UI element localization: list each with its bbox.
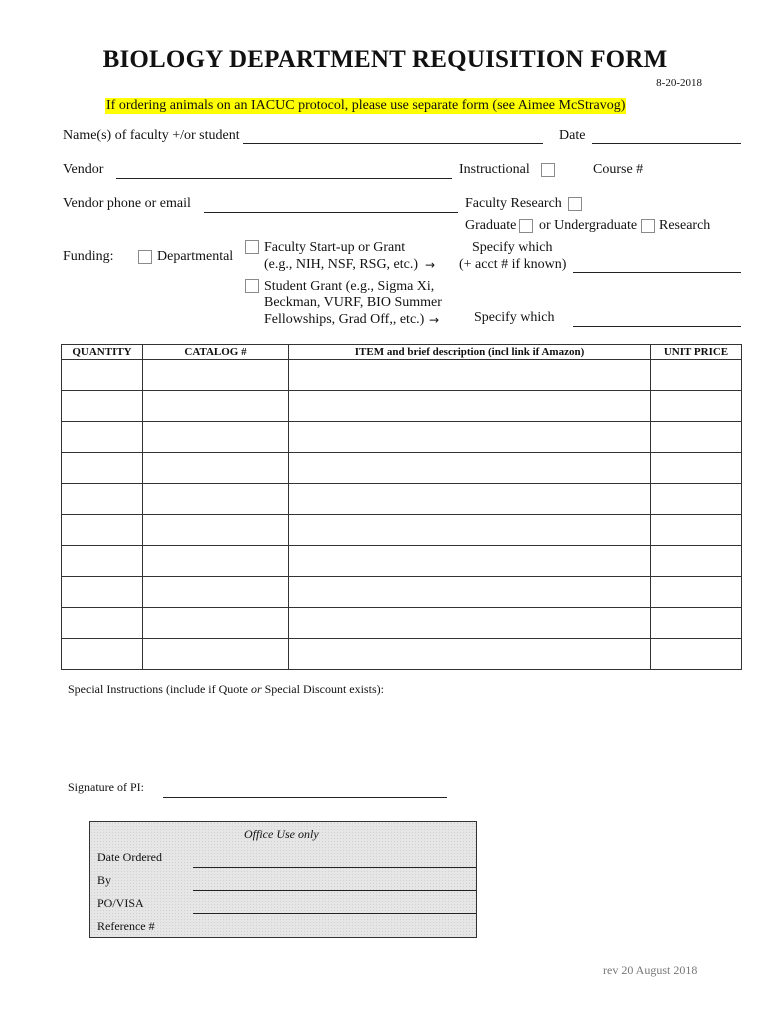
funding-label: Funding:	[63, 249, 114, 264]
item-cell[interactable]	[289, 608, 651, 639]
names-label: Name(s) of faculty +/or student	[63, 128, 240, 143]
table-row	[62, 608, 742, 639]
catalog-cell[interactable]	[143, 360, 289, 391]
catalog-cell[interactable]	[143, 422, 289, 453]
specify-which-label: Specify which	[472, 240, 553, 255]
quantity-header: QUANTITY	[62, 345, 143, 360]
unit-price-cell[interactable]	[651, 577, 742, 608]
catalog-cell[interactable]	[143, 484, 289, 515]
unit-price-cell[interactable]	[651, 360, 742, 391]
table-row	[62, 577, 742, 608]
quantity-cell[interactable]	[62, 422, 143, 453]
vendor-contact-field[interactable]	[204, 212, 458, 213]
course-number-label: Course #	[593, 162, 644, 177]
quantity-cell[interactable]	[62, 577, 143, 608]
po-visa-field[interactable]	[193, 913, 476, 914]
departmental-checkbox[interactable]	[138, 250, 152, 264]
signature-field[interactable]	[163, 797, 447, 798]
item-cell[interactable]	[289, 639, 651, 670]
student-grant-specify-field[interactable]	[573, 326, 741, 327]
unit-price-cell[interactable]	[651, 484, 742, 515]
quantity-cell[interactable]	[62, 453, 143, 484]
office-use-title: Office Use only	[244, 827, 319, 841]
table-row	[62, 391, 742, 422]
item-cell[interactable]	[289, 360, 651, 391]
table-row	[62, 639, 742, 670]
arrow-right-icon: →	[425, 258, 436, 272]
item-cell[interactable]	[289, 391, 651, 422]
table-row	[62, 515, 742, 546]
date-ordered-field[interactable]	[193, 867, 476, 868]
unit-price-cell[interactable]	[651, 608, 742, 639]
po-visa-label: PO/VISA	[97, 896, 144, 910]
quantity-cell[interactable]	[62, 484, 143, 515]
quantity-cell[interactable]	[62, 546, 143, 577]
item-description-header: ITEM and brief description (incl link if Amazon)	[289, 345, 651, 360]
vendor-contact-label: Vendor phone or email	[63, 196, 191, 211]
item-cell[interactable]	[289, 515, 651, 546]
undergraduate-label: or Undergraduate	[539, 218, 638, 233]
catalog-header: CATALOG #	[143, 345, 289, 360]
vendor-field[interactable]	[116, 178, 452, 179]
startup-grant-checkbox[interactable]	[245, 240, 259, 254]
reference-label: Reference #	[97, 919, 155, 933]
quantity-cell[interactable]	[62, 391, 143, 422]
special-instructions-prefix: Special Instructions (include if Quote	[68, 682, 251, 696]
catalog-cell[interactable]	[143, 453, 289, 484]
unit-price-cell[interactable]	[651, 422, 742, 453]
form-title: BIOLOGY DEPARTMENT REQUISITION FORM	[102, 46, 668, 73]
catalog-cell[interactable]	[143, 391, 289, 422]
departmental-label: Departmental	[157, 249, 234, 264]
quantity-cell[interactable]	[62, 608, 143, 639]
special-instructions-area[interactable]	[68, 700, 740, 770]
faculty-research-checkbox[interactable]	[568, 197, 582, 211]
faculty-research-label: Faculty Research	[465, 196, 562, 211]
form-version-date: 8-20-2018	[656, 77, 702, 89]
revision-note: rev 20 August 2018	[603, 963, 698, 977]
table-row	[62, 360, 742, 391]
catalog-cell[interactable]	[143, 515, 289, 546]
unit-price-header: UNIT PRICE	[651, 345, 742, 360]
catalog-cell[interactable]	[143, 608, 289, 639]
grant-specify-field[interactable]	[573, 272, 741, 273]
vendor-label: Vendor	[63, 162, 104, 177]
table-row	[62, 546, 742, 577]
startup-grant-label: Faculty Start-up or Grant	[264, 240, 406, 255]
item-cell[interactable]	[289, 546, 651, 577]
table-header-row	[62, 345, 742, 360]
unit-price-cell[interactable]	[651, 391, 742, 422]
item-cell[interactable]	[289, 577, 651, 608]
unit-price-cell[interactable]	[651, 546, 742, 577]
names-field[interactable]	[243, 143, 543, 144]
table-row	[62, 484, 742, 515]
catalog-cell[interactable]	[143, 577, 289, 608]
unit-price-cell[interactable]	[651, 453, 742, 484]
table-row	[62, 453, 742, 484]
student-grant-label: Student Grant (e.g., Sigma Xi,	[264, 279, 435, 294]
items-table	[61, 344, 742, 670]
specify-which-label-2: Specify which	[474, 310, 555, 325]
office-use-box	[89, 821, 477, 938]
special-instructions-suffix: Special Discount exists):	[261, 682, 384, 696]
student-grant-examples-1: Beckman, VURF, BIO Summer	[264, 295, 442, 310]
special-instructions-label	[68, 682, 384, 697]
catalog-cell[interactable]	[143, 639, 289, 670]
special-instructions-or: or	[250, 682, 262, 696]
startup-grant-examples: (e.g., NIH, NSF, RSG, etc.)	[264, 257, 419, 272]
item-cell[interactable]	[289, 453, 651, 484]
ordered-by-field[interactable]	[193, 890, 476, 891]
date-label: Date	[559, 128, 586, 143]
iacuc-warning: If ordering animals on an IACUC protocol, please use separate form (see Aimee McStravog)	[106, 98, 626, 113]
date-ordered-label: Date Ordered	[97, 850, 162, 864]
graduate-label: Graduate	[465, 218, 517, 233]
instructional-label: Instructional	[459, 162, 530, 177]
quantity-cell[interactable]	[62, 515, 143, 546]
student-grant-examples-2: Fellowships, Grad Off,, etc.)	[264, 312, 425, 327]
item-cell[interactable]	[289, 484, 651, 515]
signature-label: Signature of PI:	[68, 780, 144, 794]
table-row	[62, 422, 742, 453]
acct-known-label: (+ acct # if known)	[459, 257, 567, 272]
quantity-cell[interactable]	[62, 639, 143, 670]
quantity-cell[interactable]	[62, 360, 143, 391]
item-cell[interactable]	[289, 422, 651, 453]
arrow-right-icon: →	[429, 313, 440, 327]
unit-price-cell[interactable]	[651, 515, 742, 546]
instructional-checkbox[interactable]	[541, 163, 555, 177]
date-field[interactable]	[592, 143, 741, 144]
unit-price-cell[interactable]	[651, 639, 742, 670]
undergraduate-research-checkbox[interactable]	[641, 219, 655, 233]
graduate-checkbox[interactable]	[519, 219, 533, 233]
ordered-by-label: By	[97, 873, 112, 887]
research-label: Research	[659, 218, 711, 233]
catalog-cell[interactable]	[143, 546, 289, 577]
student-grant-checkbox[interactable]	[245, 279, 259, 293]
